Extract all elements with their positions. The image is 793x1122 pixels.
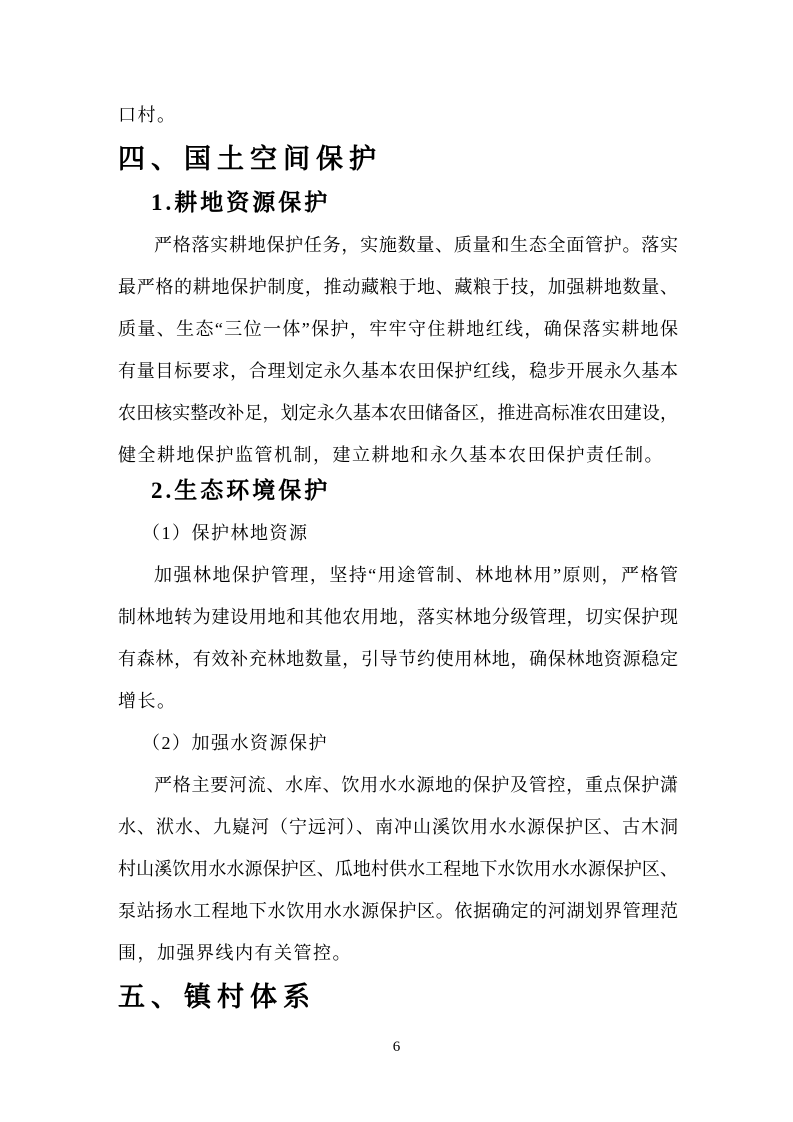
body-line: 农田核实整改补足，划定永久基本农田储备区，推进高标准农田建设， xyxy=(118,403,678,423)
subsection-heading-1: 1.耕地资源保护 xyxy=(151,190,331,215)
section-heading-5: 五、镇村体系 xyxy=(118,982,316,1012)
text-column xyxy=(118,94,678,1020)
page-number: 6 xyxy=(392,1039,401,1055)
clause-heading-2: （2）加强水资源保护 xyxy=(142,733,328,753)
body-line: 制林地转为建设用地和其他农用地，落实林地分级管理，切实保护现 xyxy=(118,607,678,627)
body-line: 有森林，有效补充林地数量，引导节约使用林地，确保林地资源稳定 xyxy=(118,649,678,669)
body-line: 最严格的耕地保护制度，推动藏粮于地、藏粮于技，加强耕地数量、 xyxy=(118,277,678,297)
subsection-heading-2: 2.生态环境保护 xyxy=(151,478,331,503)
body-line: 增长。 xyxy=(118,691,177,711)
body-line: 泵站扬水工程地下水饮用水水源保护区。依据确定的河湖划界管理范 xyxy=(118,901,678,921)
body-line: 村山溪饮用水水源保护区、瓜地村供水工程地下水饮用水水源保护区、 xyxy=(118,859,678,879)
body-line: 严格落实耕地保护任务，实施数量、质量和生态全面管护。落实 xyxy=(154,235,678,255)
section-heading-4: 四、国土空间保护 xyxy=(118,144,382,174)
clause-heading-1: （1）保护林地资源 xyxy=(142,523,309,543)
body-line: 围，加强界线内有关管控。 xyxy=(118,943,352,963)
body-line: 有量目标要求，合理划定永久基本农田保护红线，稳步开展永久基本 xyxy=(118,361,678,381)
body-line: 质量、生态“三位一体”保护，牢牢守住耕地红线，确保落实耕地保 xyxy=(118,319,678,339)
body-line: 严格主要河流、水库、饮用水水源地的保护及管控，重点保护潇 xyxy=(154,775,678,795)
body-line: 水、洑水、九嶷河（宁远河）、南冲山溪饮用水水源保护区、古木洞 xyxy=(118,817,678,837)
body-line: 健全耕地保护监管机制，建立耕地和永久基本农田保护责任制。 xyxy=(118,445,664,465)
body-line: 加强林地保护管理，坚持“用途管制、林地林用”原则，严格管 xyxy=(154,565,678,585)
body-line: 口村。 xyxy=(118,105,177,125)
